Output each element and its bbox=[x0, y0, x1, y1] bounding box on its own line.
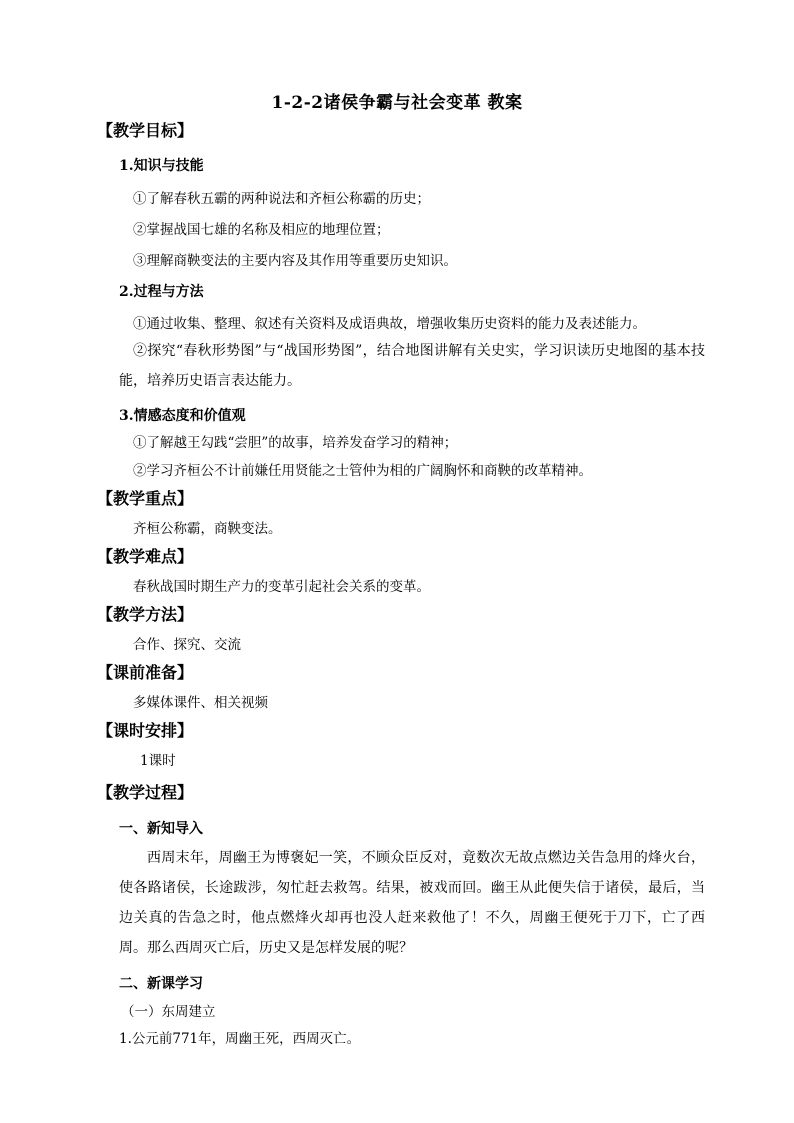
section-eastern-zhou: （一）东周建立 bbox=[121, 1004, 216, 1020]
key-points-heading: 【教学重点】 bbox=[97, 489, 194, 508]
knowledge-item-1: ①了解春秋五霸的两种说法和齐桓公称霸的历史； bbox=[133, 191, 430, 207]
preparation-heading: 【课前准备】 bbox=[97, 663, 194, 682]
lesson-item-1: 1.公元前771年，周幽王死，西周灭亡。 bbox=[119, 1031, 361, 1047]
difficulties-text: 春秋战国时期生产力的变革引起社会关系的变革。 bbox=[133, 579, 430, 595]
intro-heading: 一、新知导入 bbox=[119, 821, 203, 837]
values-item-1: ①了解越王勾践“尝胆”的故事，培养发奋学习的精神； bbox=[133, 435, 458, 451]
knowledge-item-3: ③理解商鞅变法的主要内容及其作用等重要历史知识。 bbox=[133, 253, 457, 269]
document-title: 1-2-2诸侯争霸与社会变革 教案 bbox=[271, 93, 523, 113]
knowledge-skills-heading: 1.知识与技能 bbox=[119, 158, 204, 174]
knowledge-item-2: ②掌握战国七雄的名称及相应的地理位置； bbox=[133, 222, 390, 238]
schedule-text: 1课时 bbox=[140, 753, 176, 769]
values-heading: 3.情感态度和价值观 bbox=[119, 408, 246, 424]
intro-paragraph: 西周末年，周幽王为博褒妃一笑，不顾众臣反对，竟数次无故点燃边关告急用的烽火台，使各路诸侯，长途跋涉，匆忙赶去救驾。结果，被戏而回。幽王从此便失信于诸侯，最后，当边关真的告急之时，他点燃烽火却再也没人赶来救他了！不久，周幽王便死于刀下，亡了西周。那么西周灭亡后，历史又是怎样发展的呢？ bbox=[119, 850, 705, 956]
process-item-2: ②探究“春秋形势图”与“战国形势图”，结合地图讲解有关史实，学习识读历史地图的基本技能，培养历史语言表达能力。 bbox=[119, 343, 705, 389]
process-item-1: ①通过收集、整理、叙述有关资料及成语典故，增强收集历史资料的能力及表述能力。 bbox=[133, 316, 646, 332]
new-lesson-heading: 二、新课学习 bbox=[119, 976, 203, 992]
key-points-text: 齐桓公称霸，商鞅变法。 bbox=[133, 521, 282, 537]
methods-heading: 【教学方法】 bbox=[97, 605, 194, 624]
values-item-2: ②学习齐桓公不计前嫌任用贤能之士管仲为相的广阔胸怀和商鞅的改革精神。 bbox=[133, 463, 592, 479]
difficulties-heading: 【教学难点】 bbox=[97, 547, 194, 566]
preparation-text: 多媒体课件、相关视频 bbox=[133, 695, 268, 711]
procedure-heading: 【教学过程】 bbox=[97, 783, 194, 802]
methods-text: 合作、探究、交流 bbox=[133, 637, 241, 653]
process-methods-heading: 2.过程与方法 bbox=[119, 284, 204, 300]
objectives-heading: 【教学目标】 bbox=[97, 121, 194, 140]
schedule-heading: 【课时安排】 bbox=[97, 721, 194, 740]
